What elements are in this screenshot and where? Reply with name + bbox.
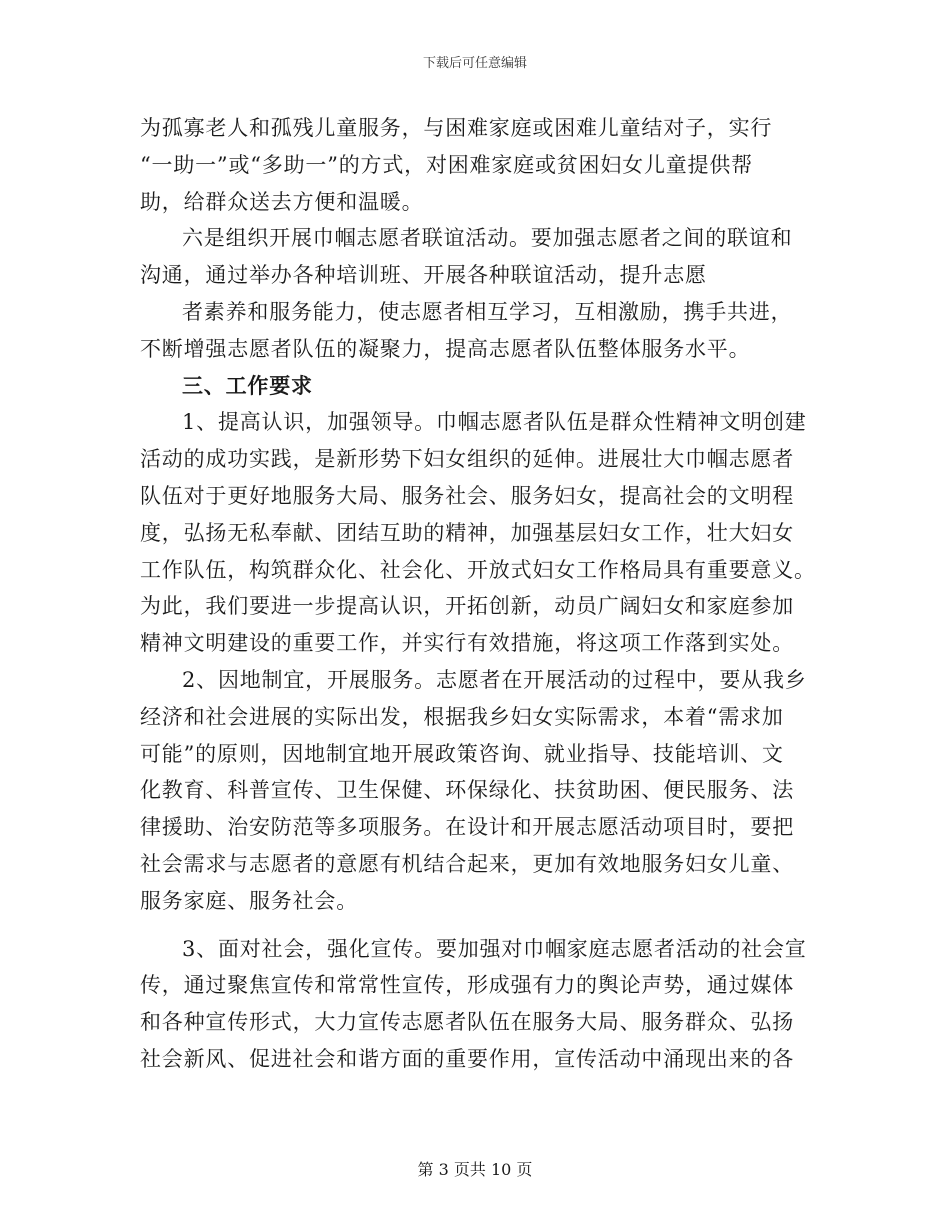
text-line: 化教育、科普宣传、卫生保健、环保绿化、扶贫助困、便民服务、法 — [140, 778, 794, 803]
text-line: 活动的成功实践，是新形势下妇女组织的延伸。进展壮大巾帼志愿者 — [140, 447, 794, 472]
text-line: 社会新风、促进社会和谐方面的重要作用，宣传活动中涌现出来的各 — [140, 1046, 794, 1071]
text-line: 和各种宣传形式，大力宣传志愿者队伍在服务大局、服务群众、弘扬 — [140, 1010, 794, 1035]
text-line: 队伍对于更好地服务大局、服务社会、服务妇女，提高社会的文明程 — [140, 483, 794, 508]
text-line: 社会需求与志愿者的意愿有机结合起来，更加有效地服务妇女儿童、 — [140, 851, 794, 876]
text-line: “一助一”或“多助一”的方式，对困难家庭或贫困妇女儿童提供帮 — [140, 152, 753, 177]
text-line: 助，给群众送去方便和温暖。 — [140, 189, 424, 214]
text-line: 者素养和服务能力，使志愿者相互学习，互相激励，携手共进， — [182, 299, 793, 324]
page-number: 第 3 页共 10 页 — [417, 1160, 533, 1179]
text-line: 沟通，通过举办各种培训班、开展各种联谊活动，提升志愿 — [140, 263, 707, 288]
text-line: 度，弘扬无私奉献、团结互助的精神，加强基层妇女工作，壮大妇女 — [140, 520, 794, 545]
text-line: 六是组织开展巾帼志愿者联谊活动。要加强志愿者之间的联谊和 — [182, 226, 793, 251]
text-line: 3、面对社会，强化宣传。要加强对巾帼家庭志愿者活动的社会宣 — [182, 936, 807, 961]
text-line: 律援助、治安防范等多项服务。在设计和开展志愿活动项目时，要把 — [140, 815, 794, 840]
document-body — [140, 110, 820, 1078]
text-line: 1、提高认识，加强领导。巾帼志愿者队伍是群众性精神文明创建 — [182, 410, 807, 435]
section-heading: 三、工作要求 — [182, 372, 313, 398]
text-line: 工作队伍，构筑群众化、社会化、开放式妇女工作格局具有重要意义。 — [140, 557, 816, 582]
text-line: 可能”的原则，因地制宜地开展政策咨询、就业指导、技能培训、文 — [140, 741, 784, 766]
text-line: 2、因地制宜，开展服务。志愿者在开展活动的过程中，要从我乡 — [182, 667, 807, 692]
text-line: 经济和社会进展的实际出发，根据我乡妇女实际需求，本着“需求加 — [140, 704, 784, 729]
text-line: 为孤寡老人和孤残儿童服务，与困难家庭或困难儿童结对子，实行 — [140, 116, 773, 140]
text-line: 传，通过聚焦宣传和常常性宣传，形成强有力的舆论声势，通过媒体 — [140, 973, 794, 998]
paragraph-gap — [140, 920, 820, 931]
text-line: 不断增强志愿者队伍的凝聚力，提高志愿者队伍整体服务水平。 — [140, 336, 751, 361]
text-line: 精神文明建设的重要工作，并实行有效措施，将这项工作落到实处。 — [140, 631, 794, 656]
text-line: 服务家庭、服务社会。 — [140, 888, 358, 913]
page-header: 下载后可任意编辑 — [422, 56, 527, 71]
text-line: 为此，我们要进一步提高认识，开拓创新，动员广阔妇女和家庭参加 — [140, 594, 794, 619]
